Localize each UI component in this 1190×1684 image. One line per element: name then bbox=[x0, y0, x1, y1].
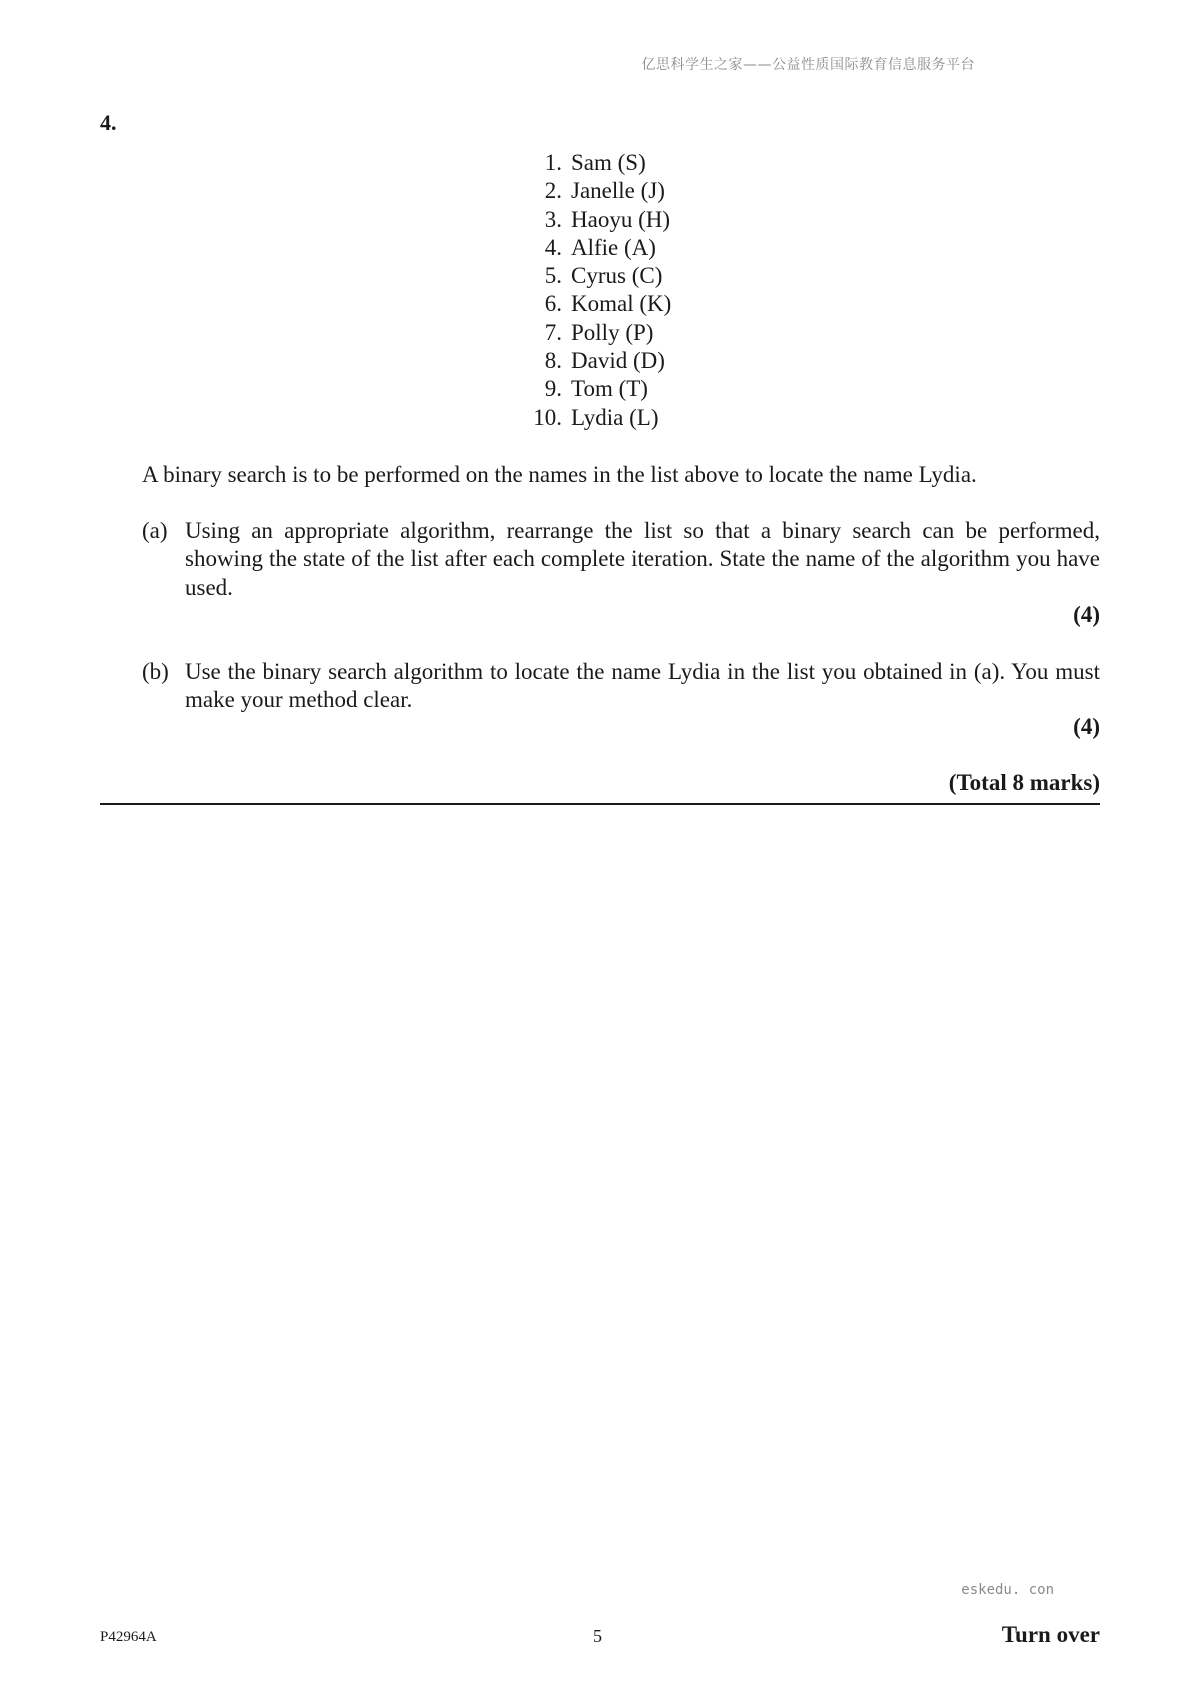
list-item bbox=[520, 149, 671, 177]
list-item-number: 7. bbox=[544, 319, 562, 345]
paper-code: P42964A bbox=[100, 1629, 157, 1645]
list-item-name: Haoyu (H) bbox=[571, 206, 670, 232]
list-item-name: Sam (S) bbox=[571, 150, 646, 175]
list-item bbox=[520, 262, 671, 290]
list-item-name: Alfie (A) bbox=[571, 234, 656, 260]
list-item bbox=[520, 290, 671, 318]
end-of-question-rule bbox=[100, 803, 1100, 805]
list-item-name: Komal (K) bbox=[571, 291, 672, 317]
list-item bbox=[520, 206, 671, 234]
part-b bbox=[142, 658, 1100, 715]
list-item-name: Janelle (J) bbox=[571, 178, 665, 204]
list-item bbox=[520, 375, 671, 403]
part-b-label: (b) bbox=[142, 659, 169, 684]
list-item-name: Tom (T) bbox=[571, 376, 648, 402]
part-a bbox=[142, 517, 1100, 602]
list-item-name: Cyrus (C) bbox=[571, 263, 663, 289]
list-item-number: 10. bbox=[533, 404, 562, 430]
turn-over-label: Turn over bbox=[1001, 1622, 1100, 1647]
part-a-label: (a) bbox=[142, 518, 168, 543]
list-item bbox=[520, 177, 671, 205]
list-item-name: Polly (P) bbox=[571, 319, 654, 345]
list-item-number: 8. bbox=[544, 348, 562, 374]
list-item-number: 9. bbox=[544, 376, 562, 402]
list-item-name: David (D) bbox=[571, 348, 665, 374]
list-item bbox=[520, 319, 671, 347]
list-item bbox=[520, 347, 671, 375]
part-b-text: Use the binary search algorithm to locate the name Lydia in the list you obtained in (a). You must make your method clear. bbox=[185, 659, 1100, 713]
list-item-name: Lydia (L) bbox=[571, 404, 659, 430]
question-number: 4. bbox=[100, 110, 117, 135]
list-item bbox=[520, 234, 671, 262]
total-marks: (Total 8 marks) bbox=[948, 770, 1100, 795]
list-item-number: 5. bbox=[544, 263, 562, 289]
list-item-number: 1. bbox=[544, 150, 562, 175]
list-item-number: 4. bbox=[544, 234, 562, 260]
part-a-marks: (4) bbox=[1073, 602, 1100, 627]
question-intro: A binary search is to be performed on the names in the list above to locate the name Lydia. bbox=[142, 462, 977, 487]
page-number: 5 bbox=[593, 1626, 602, 1646]
list-item-number: 2. bbox=[544, 178, 562, 204]
header-watermark: 亿思科学生之家——公益性质国际教育信息服务平台 bbox=[641, 57, 975, 73]
list-item bbox=[520, 404, 671, 432]
list-item-number: 6. bbox=[544, 291, 562, 317]
names-list bbox=[520, 149, 671, 432]
list-item-number: 3. bbox=[544, 206, 562, 232]
part-b-marks: (4) bbox=[1073, 714, 1100, 739]
part-a-text: Using an appropriate algorithm, rearrange the list so that a binary search can be performed, showing the state of the list after each complete iteration. State the name of the algorithm you have used. bbox=[185, 518, 1100, 600]
footer-site-watermark: eskedu. con bbox=[961, 1582, 1054, 1598]
